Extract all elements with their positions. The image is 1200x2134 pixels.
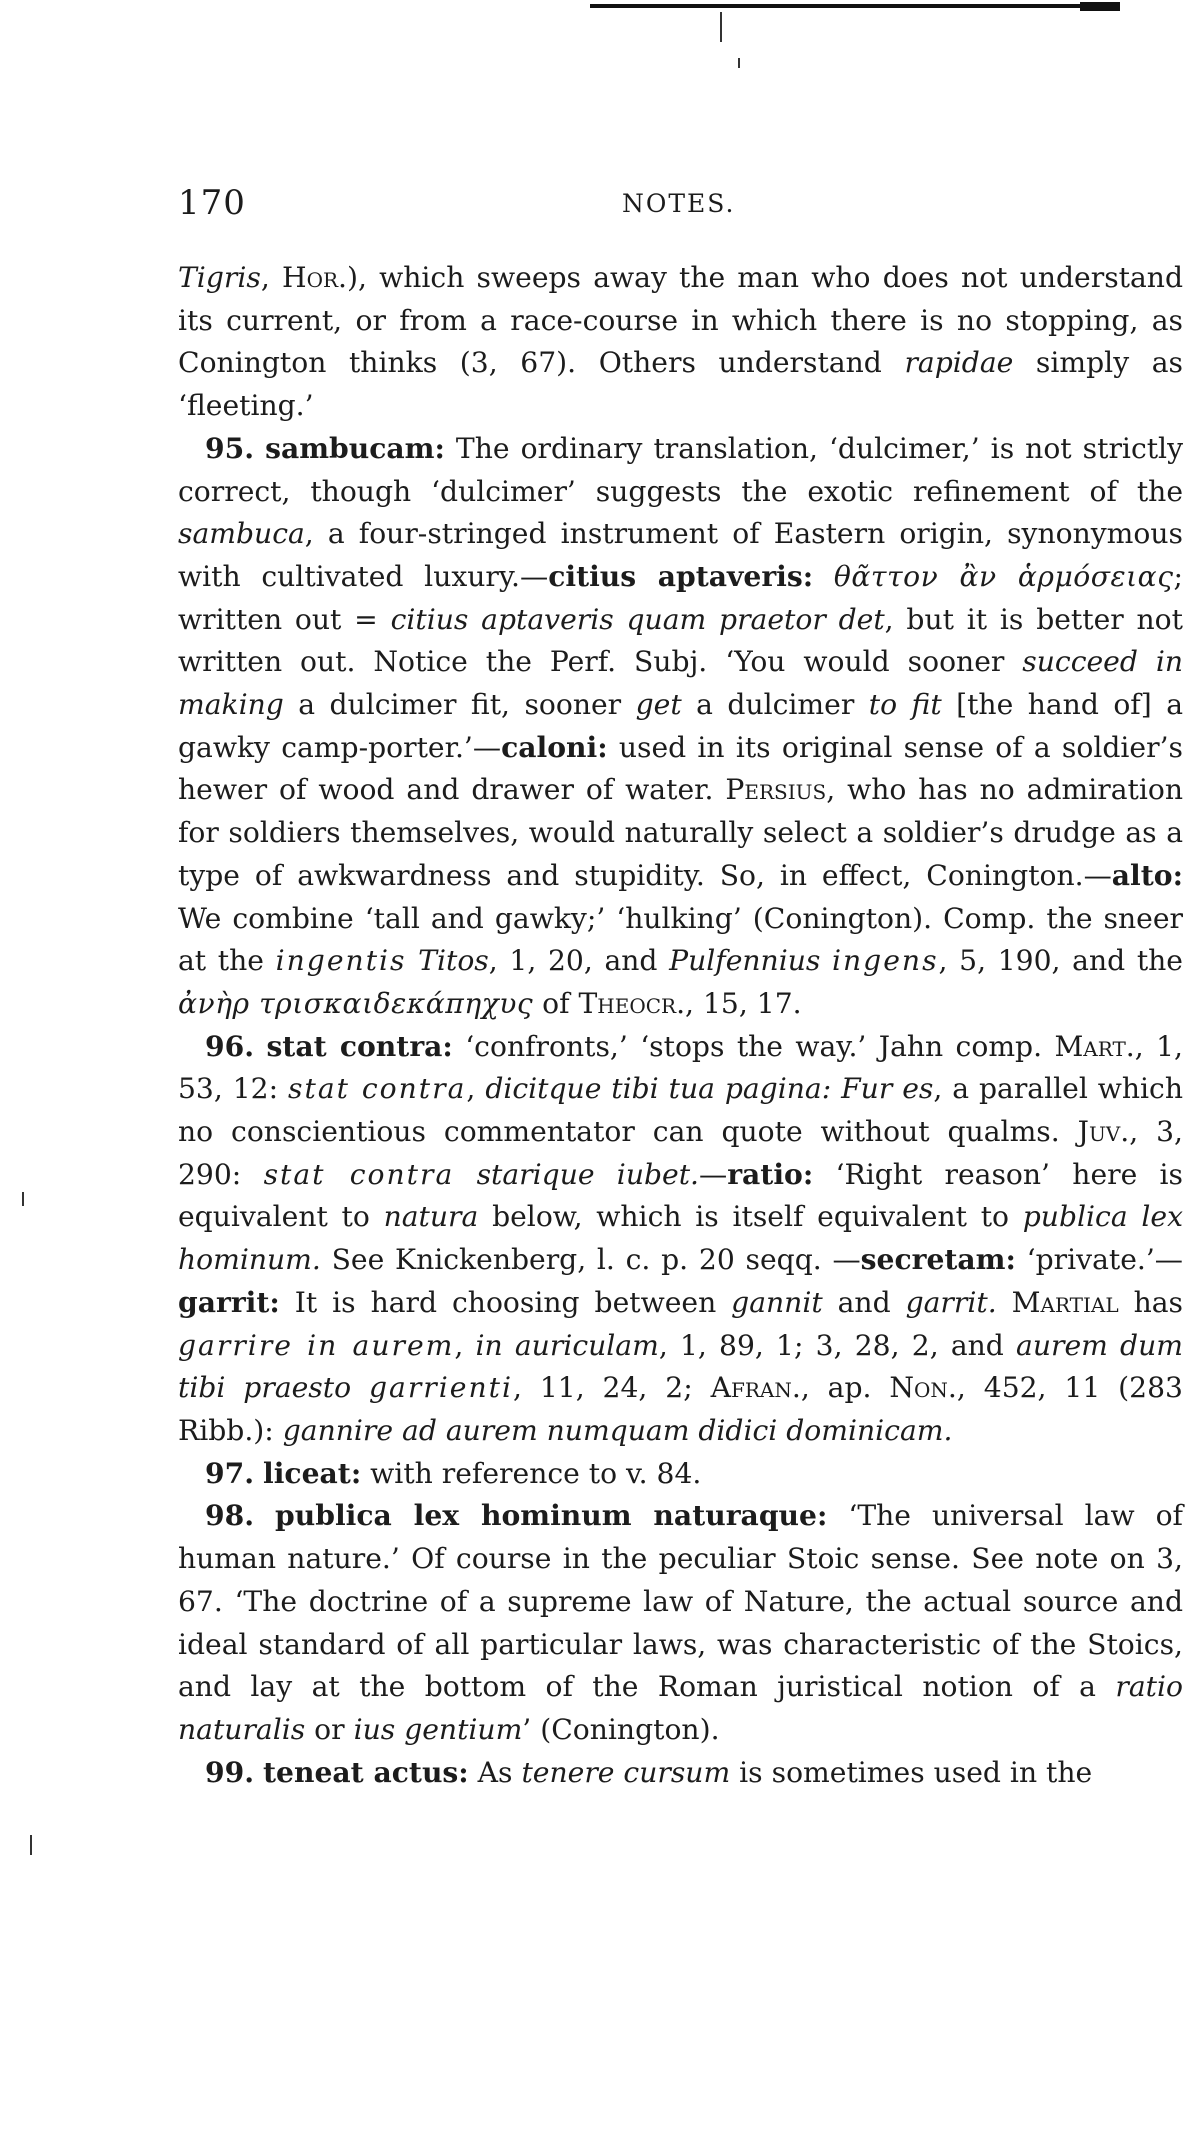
scan-edge-rule	[590, 4, 1120, 8]
italic-text: Pulfennius	[669, 944, 821, 978]
italic-text: ingentis	[275, 944, 407, 978]
lemma: teneat actus:	[263, 1755, 469, 1789]
italic-text: get	[635, 688, 682, 722]
italic-text: aurem dum tibi praesto	[178, 1328, 1183, 1405]
text-run: or	[305, 1712, 354, 1746]
lemma: stat contra:	[266, 1029, 453, 1063]
italic-text: Tigris	[178, 261, 261, 294]
italic-text: gannire ad aurem numquam didici dominicam.	[282, 1413, 953, 1447]
text-run: has	[1118, 1285, 1183, 1319]
author-ref: Mart.	[1054, 1029, 1135, 1063]
lemma: alto:	[1111, 858, 1183, 892]
text-run: [the hand of] a gawky camp-porter.’—	[178, 688, 1183, 764]
paragraph-continued	[178, 257, 1183, 428]
text-run: ; written out =	[178, 559, 1183, 636]
text-run: —	[699, 1157, 728, 1191]
text-run	[820, 944, 832, 977]
text-run: , a parallel which no conscientious commentator can quote without qualms.	[178, 1072, 1183, 1149]
italic-text: gannit	[731, 1285, 823, 1319]
text-run: simply as ‘fleeting.’	[178, 346, 1183, 423]
text-run: ,	[466, 1072, 486, 1106]
italic-text: publica lex hominum.	[178, 1200, 1183, 1277]
text-run: ‘Right reason’ here is equivalent to	[178, 1157, 1184, 1234]
italic-text: tenere cursum	[521, 1755, 731, 1789]
italic-text: garrienti	[368, 1371, 513, 1405]
italic-text: ius gentium	[353, 1712, 523, 1746]
italic-text: citius aptaveris quam praetor det	[390, 602, 885, 636]
text-run	[997, 1286, 1012, 1319]
italic-text: sambuca	[178, 517, 305, 551]
text-run: , 3, 290:	[178, 1115, 1183, 1191]
lemma: sambucam:	[265, 431, 445, 465]
text-run: and	[822, 1285, 906, 1319]
text-run	[407, 944, 419, 977]
italic-text: rapidae	[904, 346, 1014, 380]
author-ref: Afran.	[710, 1371, 801, 1405]
author-ref: Theocr.	[578, 986, 686, 1020]
text-run: , 11, 24, 2;	[512, 1371, 711, 1405]
text-run: a dulcimer fit, sooner	[283, 688, 636, 722]
text-run: See Knickenberg, l. c. p. 20 seqq. —	[320, 1243, 861, 1277]
lemma: publica lex hominum naturaque:	[275, 1499, 828, 1533]
lemma: citius aptaveris:	[548, 559, 814, 593]
italic-text: garrire in aurem	[178, 1328, 455, 1362]
text-run: , a four-stringed instrument of Eastern origin, synonymous with cultivated luxury.—	[178, 517, 1183, 593]
italic-text: to fit	[868, 688, 942, 722]
text-run	[351, 1371, 369, 1404]
note-95	[178, 428, 1183, 1026]
text-run: ‘The universal law of human nature.’ Of course in the peculiar Stoic sense. See note on 3, 67. ‘The doctrine of a supreme law of Nature, the actual source and ideal standard of all particular laws, was characteristic of the Stoics, and lay at the bottom of the Roman juristical notion of a	[178, 1499, 1183, 1704]
text-run: ,	[454, 1328, 476, 1362]
italic-text: in auriculam	[475, 1328, 659, 1362]
page-number: 170	[178, 183, 246, 223]
note-98	[178, 1495, 1183, 1751]
note-number: 97.	[205, 1456, 255, 1490]
text-run: , 1, 89, 1; 3, 28, 2, and	[658, 1328, 1017, 1362]
text-run: a dulcimer	[681, 688, 869, 722]
note-99	[178, 1752, 1183, 1795]
note-number: 95.	[205, 431, 255, 465]
scan-mark	[720, 12, 722, 42]
text-run: used in its original sense of a soldier’s hewer of wood and drawer of water.	[178, 730, 1183, 807]
text-run: As	[468, 1755, 522, 1789]
italic-text: dicitque tibi tua pagina: Fur es	[485, 1072, 934, 1106]
italic-text: succeed in making	[178, 645, 1184, 722]
text-run: of	[533, 986, 579, 1020]
text-run: , 5, 190, and the	[938, 944, 1183, 978]
text-run: , 15, 17.	[685, 986, 802, 1020]
author-ref: Hor.	[281, 261, 347, 294]
lemma: secretam:	[860, 1243, 1016, 1277]
text-run: , but it is better not written out. Notice the Perf. Subj. ‘You would sooner	[178, 602, 1183, 679]
text-run: , who has no admiration for soldiers themselves, would naturally select a soldier’s drudge as a type of awkwardness and stupidity. So, in effect, Conington.—	[178, 773, 1183, 892]
greek-text: θᾶττον ἂν ἁρμόσειας	[833, 559, 1174, 593]
author-ref: Juv.	[1077, 1115, 1130, 1149]
scan-edge-mark	[1080, 2, 1120, 11]
text-run: ‘confronts,’ ‘stops the way.’ Jahn comp.	[452, 1029, 1055, 1063]
lemma: ratio:	[727, 1157, 814, 1191]
text-run: , ap.	[800, 1371, 890, 1405]
note-number: 96.	[205, 1029, 255, 1063]
note-number: 99.	[205, 1755, 255, 1789]
greek-text: ἀνὴρ τρισκαιδεκάπηχυς	[178, 986, 534, 1020]
italic-text: garrit.	[905, 1285, 997, 1319]
text-run: is sometimes used in the	[730, 1755, 1093, 1789]
scan-mark	[22, 1192, 24, 1206]
text-run	[454, 1158, 476, 1191]
lemma: garrit:	[178, 1285, 280, 1319]
text-run: with reference to v. 84.	[361, 1456, 702, 1490]
text-run: ‘private.’—	[1015, 1243, 1183, 1277]
italic-text: ingens	[832, 944, 939, 978]
text-run: ,	[260, 261, 282, 294]
notes-text	[178, 257, 1183, 1794]
author-ref: Non.	[889, 1371, 957, 1405]
author-ref: Persius	[725, 773, 827, 807]
italic-text: starique iubet.	[476, 1157, 699, 1191]
note-number: 98.	[205, 1499, 255, 1533]
scan-mark	[738, 58, 740, 68]
author-ref: Martial	[1011, 1285, 1119, 1319]
italic-text: stat contra	[263, 1157, 455, 1191]
running-head: NOTES.	[622, 189, 736, 218]
text-run: , 1, 20, and	[488, 944, 670, 978]
italic-text: Titos	[418, 944, 489, 978]
page-header	[178, 183, 1178, 233]
lemma: caloni:	[501, 730, 608, 764]
text-run: , 452, 11 (283 Ribb.):	[178, 1371, 1183, 1447]
text-run: below, which is itself equivalent to	[478, 1200, 1023, 1234]
lemma: liceat:	[263, 1456, 362, 1490]
text-run: ), which sweeps away the man who does not understand its current, or from a race-course in which there is no stopping, as Conington thinks (3, 67). Others understand	[178, 261, 1184, 380]
text-run: We combine ‘tall and gawky;’ ‘hulking’ (Conington). Comp. the sneer at the	[178, 901, 1183, 978]
text-run: ’ (Conington).	[522, 1712, 720, 1746]
italic-text: stat contra	[288, 1072, 467, 1106]
italic-text: ratio naturalis	[178, 1670, 1183, 1746]
text-run: , 1, 53, 12:	[178, 1029, 1183, 1106]
text-run: The ordinary translation, ‘dulcimer,’ is not strictly correct, though ‘dulcimer’ suggests the exotic refinement of the	[178, 431, 1183, 508]
text-run	[813, 560, 834, 593]
text-run: It is hard choosing between	[279, 1285, 732, 1319]
note-96	[178, 1026, 1183, 1453]
italic-text: natura	[383, 1200, 479, 1234]
note-97	[178, 1453, 1183, 1496]
scan-mark	[30, 1835, 32, 1855]
